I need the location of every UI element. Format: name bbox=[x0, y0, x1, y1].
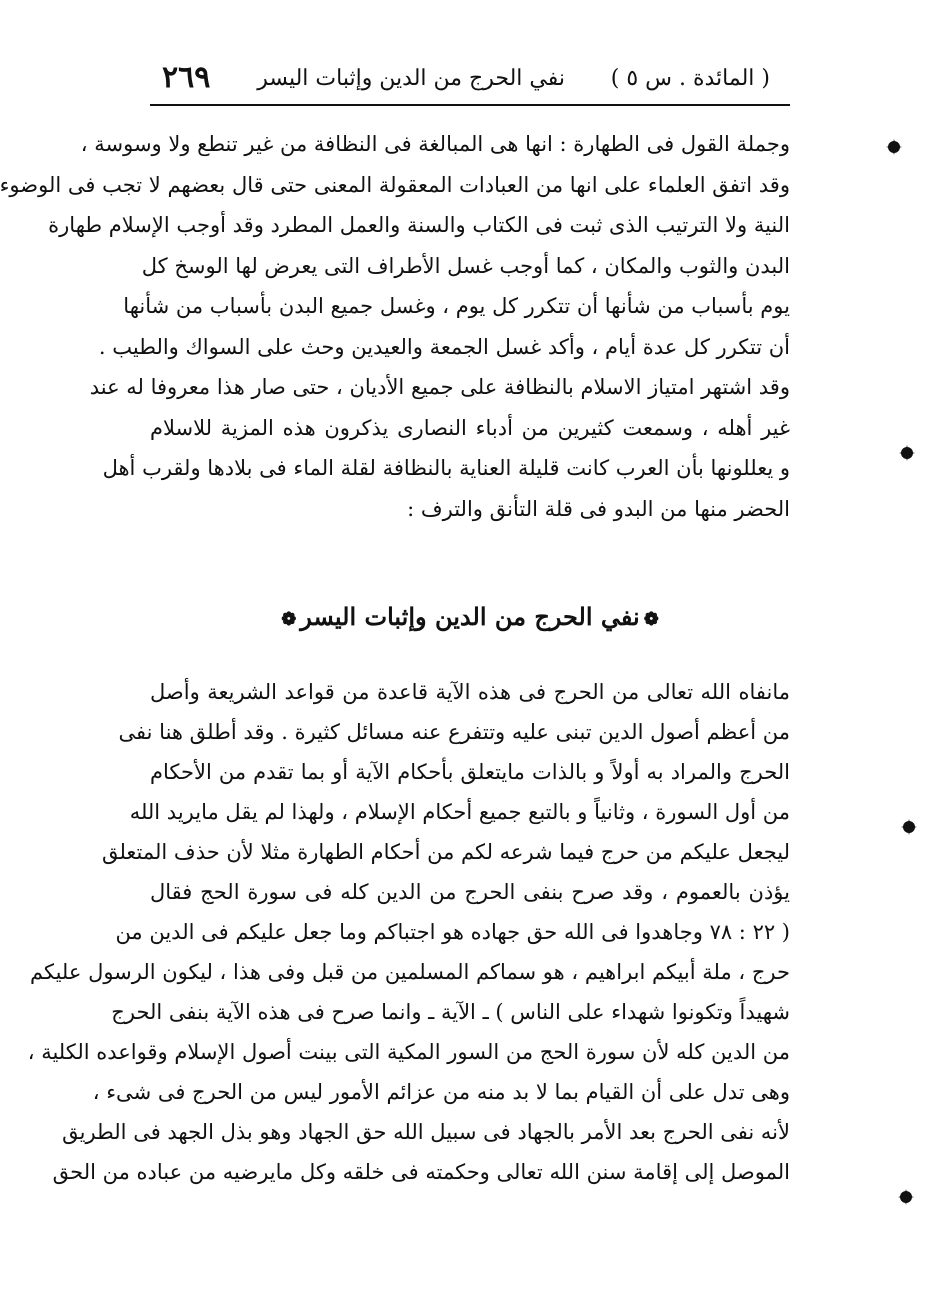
text-line: من أعظم أصول الدين تبنى عليه وتتفرع عنه مسائل كثيرة . وقد أطلق هنا نفى bbox=[118, 720, 790, 744]
text-line: و يعللونها بأن العرب كانت قليلة العناية بالنظافة لقلة الماء فى بلادها ولقرب أهل bbox=[102, 456, 790, 480]
text-line: الموصل إلى إقامة سنن الله تعالى وحكمته فى خلقه وكل مايرضيه من عباده من الحق bbox=[52, 1160, 790, 1184]
text-line: وجملة القول فى الطهارة : انها هى المبالغة فى النظافة من غير تنطع ولا وسوسة ، bbox=[80, 132, 790, 156]
text-line: الحرج والمراد به أولاً و بالذات مايتعلق بأحكام الآية أو بما تقدم من الأحكام bbox=[150, 760, 790, 784]
page-header bbox=[150, 58, 790, 106]
text-line: وقد اتفق العلماء على انها من العبادات المعقولة المعنى حتى قال بعضهم لا تجب فى الوضوء bbox=[0, 172, 790, 197]
paragraph-purity bbox=[0, 124, 790, 529]
section-heading-text: نفي الحرج من الدين وإثبات اليسر bbox=[300, 602, 640, 631]
chapter-reference: ( المائدة . س ٥ ) bbox=[610, 66, 770, 91]
page-number: ٢٦٩ bbox=[162, 60, 211, 95]
text-line: يؤذن بالعموم ، وقد صرح بنفى الحرج من الدين كله فى سورة الحج فقال bbox=[150, 880, 790, 904]
text-line: البدن والثوب والمكان ، كما أوجب غسل الأطراف التى يعرض لها الوسخ كل bbox=[141, 253, 790, 278]
paragraph-no-hardship bbox=[27, 672, 790, 1192]
binder-hole-icon bbox=[897, 1188, 915, 1206]
text-line: لأنه نفى الحرج بعد الأمر بالجهاد فى سبيل الله حق الجهاد وهو بذل الجهد فى الطريق bbox=[62, 1120, 790, 1144]
text-line: النية ولا الترتيب الذى ثبت فى الكتاب والسنة والعمل المطرد وقد أوجب الإسلام طهارة bbox=[48, 213, 790, 237]
binder-hole-icon bbox=[900, 818, 918, 836]
text-line: حرج ، ملة أبيكم ابراهيم ، هو سماكم المسلمين من قبل وفى هذا ، ليكون الرسول عليكم bbox=[30, 960, 790, 984]
text-line: من أول السورة ، وثانياً و بالتبع جميع أحكام الإسلام ، ولهذا لم يقل مايريد الله bbox=[129, 800, 790, 824]
text-line: الحضر منها من البدو فى قلة التأنق والترف : bbox=[407, 496, 790, 521]
section-heading bbox=[150, 602, 790, 631]
text-line: يوم بأسباب من شأنها أن تتكرر كل يوم ، وغسل جميع البدن بأسباب من شأنها bbox=[123, 294, 790, 318]
text-line: وهى تدل على أن القيام بما لا بد منه من عزائم الأمور ليس من الحرج فى شىء ، bbox=[92, 1080, 790, 1104]
header-divider bbox=[150, 104, 790, 106]
text-line: غير أهله ، وسمعت كثيرين من أدباء النصارى يذكرون هذه المزية للاسلام bbox=[150, 415, 790, 440]
binder-hole-icon bbox=[898, 444, 916, 462]
ornament-left-icon: ❁ bbox=[281, 609, 297, 630]
text-line: مانفاه الله تعالى من الحرج فى هذه الآية قاعدة من قواعد الشريعة وأصل bbox=[150, 680, 790, 704]
text-line: من الدين كله لأن سورة الحج من السور المكية التى بينت أصول الإسلام وقواعده الكلية ، bbox=[27, 1040, 790, 1064]
binder-hole-icon bbox=[885, 138, 903, 156]
text-line: شهيداً وتكونوا شهداء على الناس ) ـ الآية ـ وانما صرح فى هذه الآية بنفى الحرج bbox=[111, 1000, 790, 1024]
text-line: ليجعل عليكم من حرج فيما شرعه لكم من أحكام الطهارة مثلا لأن حذف المتعلق bbox=[101, 840, 790, 864]
text-line: أن تتكرر كل عدة أيام ، وأكد غسل الجمعة والعيدين وحث على السواك والطيب . bbox=[98, 334, 790, 359]
text-line: وقد اشتهر امتياز الاسلام بالنظافة على جميع الأديان ، حتى صار هذا معروفا له عند bbox=[89, 375, 790, 399]
ornament-right-icon: ❁ bbox=[643, 609, 659, 630]
running-title: نفي الحرج من الدين وإثبات اليسر bbox=[257, 66, 565, 91]
text-line: ( ٢٢ : ٧٨ وجاهدوا فى الله حق جهاده هو اجتباكم وما جعل عليكم فى الدين من bbox=[115, 920, 790, 944]
